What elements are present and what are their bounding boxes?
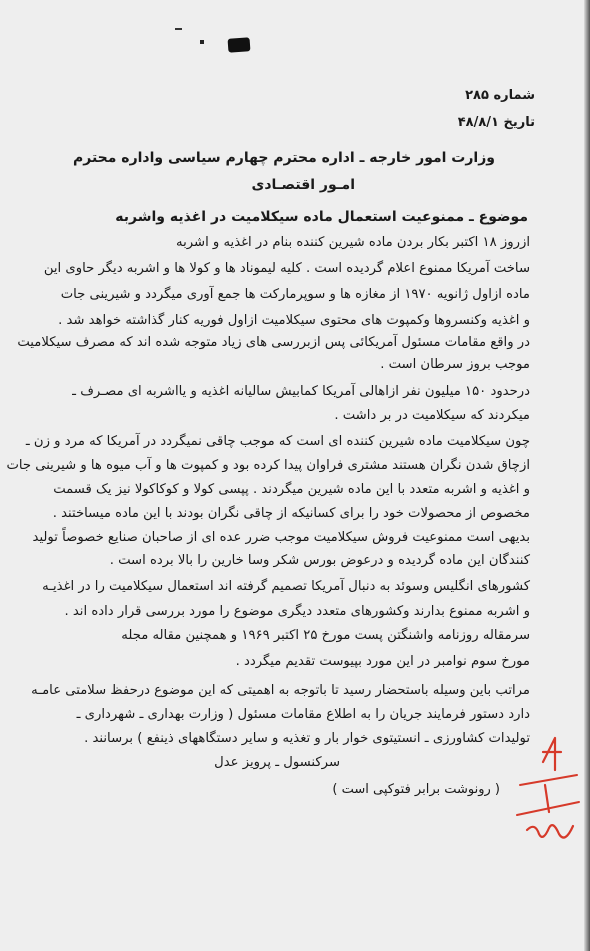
body-line: و اغذیه وکنسروها وکمپوت های محتوی سیکلامیت ازاول فوریه کنار گذاشته خواهد شد .	[58, 313, 530, 328]
body-line: و اغذیه و اشربه متعدد با این ماده شیرین میگردند . پپسی کولا و کوکاکولا نیز یک قسمت	[53, 482, 530, 497]
handwritten-date-note	[505, 730, 585, 850]
body-line: سرمقاله روزنامه واشنگتن پست مورخ ۲۵ اکتبر ۱۹۶۹ و همچنین مقاله مجله	[121, 628, 530, 643]
body-line: ساخت آمریکا ممنوع اعلام گردیده است . کلیه لیموناد ها و کولا ها و اشربه دیگر حاوی این	[43, 261, 530, 276]
copy-certification: ( رونوشت برابر فتوکپی است )	[332, 782, 500, 797]
recipient-line-1: وزارت امور خارجه ـ اداره محترم چهارم سیاسی واداره محترم	[72, 150, 495, 166]
ink-mark	[175, 28, 182, 30]
signature-line: سرکنسول ـ پرویز عدل	[214, 755, 340, 770]
body-line: مراتب باین وسیله باستحضار رسید تا باتوجه به اهمیتی که این موضوع درحفظ سلامتی عامـه	[31, 683, 530, 698]
body-line: تولیدات کشاورزی ـ انستیتوی خوار بار و تغذیه و سایر دستگاههای ذینفع ) برسانند .	[84, 731, 530, 746]
body-line: کنندگان این ماده گردیده و درعوض بورس شکر وسا خارین را بالا برده است .	[109, 553, 530, 568]
letter-number: شماره ۲۸۵	[465, 88, 535, 103]
body-line: موجب بروز سرطان است .	[380, 357, 530, 372]
body-line: درحدود ۱۵۰ میلیون نفر ازاهالی آمریکا کمابیش سالیانه اغذیه و یااشربه ای مصـرف ـ	[72, 384, 530, 399]
recipient-line-2: امـور اقتصـادی	[251, 177, 355, 193]
body-line: مخصوص از محصولات خود را برای کسانیکه از چاقی نگران بودند با این ماده میساختند .	[52, 506, 530, 521]
ink-speck	[200, 40, 204, 44]
body-line: میکردند که سیکلامیت در بر داشت .	[334, 408, 530, 423]
body-line: مورخ سوم نوامبر در این مورد بپیوست تقدیم میگردد .	[235, 654, 530, 669]
letter-subject: موضوع ـ ممنوعیت استعمال ماده سیکلامیت در اغذیه واشربه	[115, 209, 528, 225]
body-line: بدیهی است ممنوعیت فروش سیکلامیت موجب ضرر عده ای از صاحبان صنایع خصوصاً تولید	[32, 530, 530, 545]
letter-date: تاریخ ۴۸/۸/۱	[457, 115, 535, 130]
body-line: دارد دستور فرمایند جریان را به اطلاع مقامات مسئول ( وزارت بهداری ـ شهرداری ـ	[76, 707, 530, 722]
body-line: و اشربه ممنوع بدارند وکشورهای متعدد دیگری موضوع را مورد بررسی قرار داده اند .	[64, 604, 530, 619]
body-line: کشورهای انگلیس وسوئد به دنبال آمریکا تصمیم گرفته اند استعمال سیکلامیت را در اغذیـه	[42, 579, 530, 594]
body-line: چون سیکلامیت ماده شیرین کننده ای است که موجب چاقی نمیگردد در آمریکا که مرد و زن ـ	[25, 434, 530, 449]
ink-blot	[228, 37, 251, 53]
body-line: ازچاق شدن نگران هستند مشتری فراوان پیدا کرده بود و کمپوت ها و آب میوه ها و شیرینی جات	[6, 458, 530, 473]
body-line: در واقع مقامات مسئول آمریکائی پس ازبررسی های زیاد متوجه شده اند که مصرف سیکلامیت	[17, 335, 530, 350]
body-line: ماده ازاول ژانویه ۱۹۷۰ از مغازه ها و سوپرمارکت ها جمع آوری میگردد و شیرینی جات	[60, 287, 530, 302]
body-line: ازروز ۱۸ اکتبر بکار بردن ماده شیرین کننده بنام در اغذیه و اشربه	[176, 235, 530, 250]
